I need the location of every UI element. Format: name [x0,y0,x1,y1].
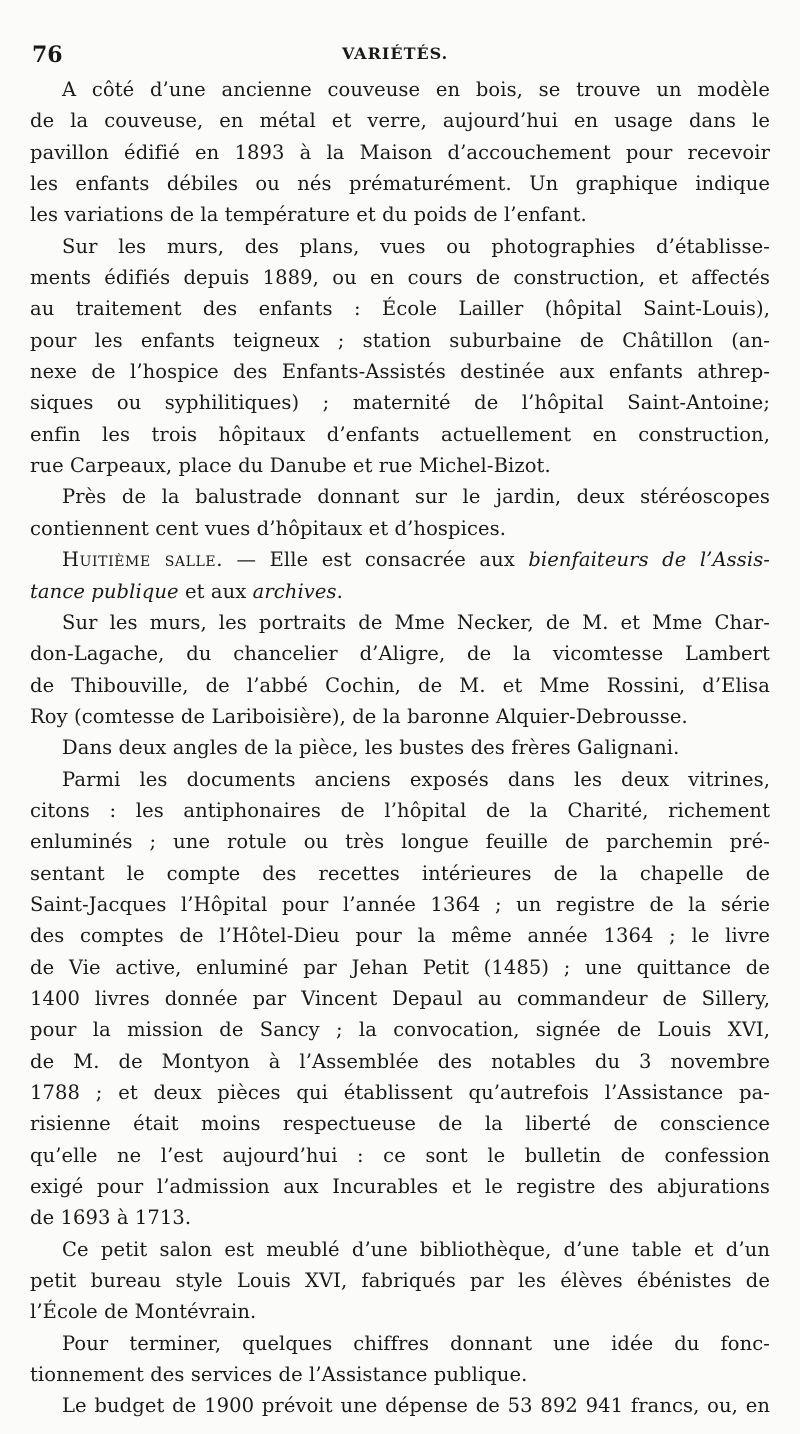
italic-text: tance publique [30,579,179,603]
text-line: Ce petit salon est meublé d’une bibliothèque, d’une table et d’un [62,1237,770,1261]
paragraph [30,764,770,1234]
text-line: sentant le compte des recettes intérieures de la chapelle de [30,861,770,885]
text-line: don-Lagache, du chancelier d’Aligre, de la vicomtesse Lambert [30,642,770,666]
italic-text: archives [252,579,337,603]
text-run: . [336,579,343,603]
text-line: enluminés ; une rotule ou très longue feuille de parchemin pré- [30,830,770,854]
text-run: — Elle est consacrée aux [223,548,529,572]
paragraph [30,1234,770,1328]
page-header [30,40,770,74]
text-line: pavillon édifié en 1893 à la Maison d’accouchement pour recevoir [30,140,770,164]
text-line: de la couveuse, en métal et verre, aujourd’hui en usage dans le [30,109,770,133]
text-line: Sur les murs, des plans, vues ou photographies d’établisse- [62,234,770,258]
text-line: siques ou syphilitiques) ; maternité de l’hôpital Saint-Antoine; [30,391,770,415]
text-line: contiennent cent vues d’hôpitaux et d’hospices. [30,516,507,540]
text-line: enfin les trois hôpitaux d’enfants actuellement en construction, [30,422,770,446]
text-line: 1788 ; et deux pièces qui établissent qu’autrefois l’Assistance pa- [30,1081,770,1104]
text-line: l’École de Montévrain. [30,1300,257,1324]
paragraph [30,732,770,763]
text-line: de M. de Montyon à l’Assemblée des notables du 3 novembre [30,1049,770,1073]
text-line: les enfants débiles ou nés prématurément. Un graphique indique [30,172,770,196]
text-line [30,576,770,607]
text-line: nexe de l’hospice des Enfants-Assistés destinée aux enfants athrep- [30,360,770,384]
text-line: citons : les antiphonaires de l’hôpital de la Charité, richement [30,798,770,822]
paragraph [30,231,770,482]
text-line: de Vie active, enluminé par Jehan Petit (1485) ; une quittance de [30,955,770,979]
section-heading: Huitième salle. [62,548,224,572]
paragraph [30,607,770,732]
text-line: tionnement des services de l’Assistance publique. [30,1363,528,1387]
section-heading-paragraph [30,544,770,607]
text-line: Sur les murs, les portraits de Mme Necker, de M. et Mme Char- [62,610,770,634]
text-line: Roy (comtesse de Lariboisière), de la baronne Alquier-Debrousse. [30,704,688,728]
running-title: VARIÉTÉS. [342,44,449,63]
text-line: qu’elle ne l’est aujourd’hui : ce sont le bulletin de confession [30,1143,770,1167]
text-line [30,544,770,575]
text-line: exigé pour l’admission aux Incurables et le registre des abjurations [30,1175,770,1199]
italic-text: bienfaiteurs de l’Assis- [528,548,770,572]
text-line: petit bureau style Louis XVI, fabriqués par les élèves ébénistes de [30,1269,770,1293]
text-line: risienne était moins respectueuse de la liberté de conscience [30,1112,770,1136]
text-line: Dans deux angles de la pièce, les bustes des frères Galignani. [62,736,680,760]
text-line: les variations de la température et du poids de l’enfant. [30,203,587,227]
text-line: au traitement des enfants : École Lailler (hôpital Saint-Louis), [30,297,770,321]
text-line: de 1693 à 1713. [30,1206,192,1230]
paragraph [30,74,770,231]
page-number: 76 [32,42,63,68]
text-line: Le budget de 1900 prévoit une dépense de 53 892 941 francs, ou, en [62,1394,770,1418]
text-line: des comptes de l’Hôtel-Dieu pour la même année 1364 ; le livre [30,924,770,948]
body-text [30,74,770,1422]
paragraph [30,1390,770,1421]
text-line: Pour terminer, quelques chiffres donnant une idée du fonc- [62,1331,770,1355]
text-line: rue Carpeaux, place du Danube et rue Michel-Bizot. [30,454,551,478]
text-run: et aux [178,579,253,603]
text-line: Parmi les documents anciens exposés dans les deux vitrines, [62,767,770,791]
text-line: Près de la balustrade donnant sur le jardin, deux stéréoscopes [62,485,770,509]
text-line: ments édifiés depuis 1889, ou en cours de construction, et affectés [30,266,770,290]
text-line: A côté d’une ancienne couveuse en bois, se trouve un modèle [62,78,770,101]
text-line: Saint-Jacques l’Hôpital pour l’année 1364 ; un registre de la série [30,892,770,916]
paragraph [30,1328,770,1391]
text-line: 1400 livres donnée par Vincent Depaul au commandeur de Sillery, [30,986,770,1010]
text-line: de Thibouville, de l’abbé Cochin, de M. et Mme Rossini, d’Elisa [30,673,770,697]
text-line: pour la mission de Sancy ; la convocation, signée de Louis XVI, [30,1018,770,1042]
paragraph [30,481,770,544]
text-line: pour les enfants teigneux ; station suburbaine de Châtillon (an- [30,328,770,352]
